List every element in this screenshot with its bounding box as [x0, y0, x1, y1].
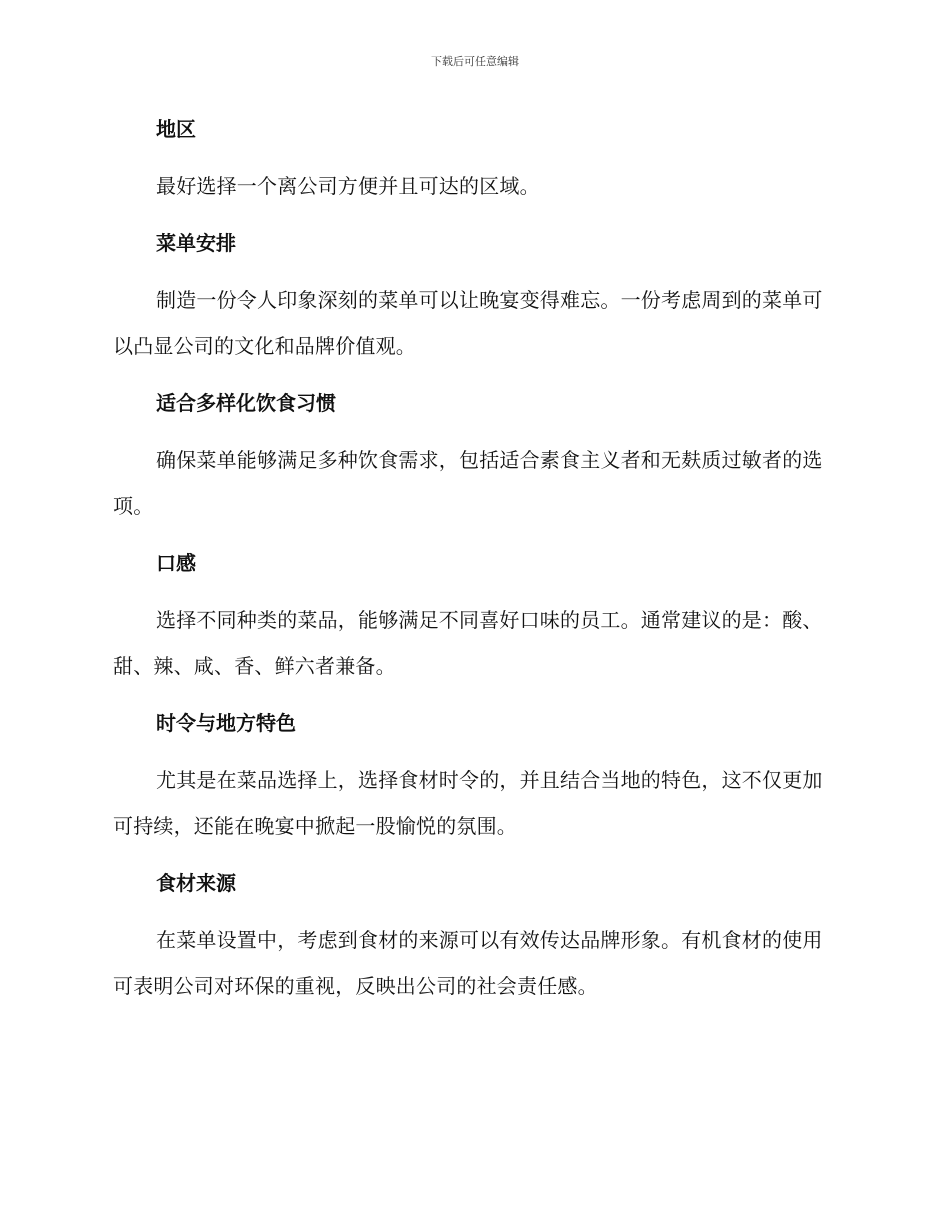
section-diverse-diets	[113, 388, 833, 529]
section-seasonal-local	[113, 708, 833, 849]
section-heading: 地区	[156, 117, 196, 141]
section-heading: 适合多样化饮食习惯	[156, 391, 336, 415]
section-body: 在菜单设置中，考虑到食材的来源可以有效传达品牌形象。有机食材的使用可表明公司对环保的重视，反映出公司的社会责任感。	[113, 928, 823, 998]
section-heading: 时令与地方特色	[156, 711, 296, 735]
section-body: 最好选择一个离公司方便并且可达的区域。	[156, 174, 540, 198]
section-body: 选择不同种类的菜品，能够满足不同喜好口味的员工。通常建议的是：酸、甜、辣、咸、香、鲜六者兼备。	[113, 608, 823, 678]
section-ingredient-sourcing	[113, 868, 833, 1009]
page-header: 下载后可任意编辑	[431, 55, 519, 68]
section-heading: 食材来源	[156, 871, 236, 895]
section-menu-arrangement	[113, 228, 833, 369]
section-region	[113, 114, 833, 209]
section-body: 确保菜单能够满足多种饮食需求，包括适合素食主义者和无麸质过敏者的选项。	[113, 448, 823, 518]
section-taste	[113, 548, 833, 689]
section-heading: 口感	[156, 551, 196, 575]
section-body: 制造一份令人印象深刻的菜单可以让晚宴变得难忘。一份考虑周到的菜单可以凸显公司的文化和品牌价值观。	[113, 288, 823, 358]
document-body	[113, 114, 833, 1028]
section-heading: 菜单安排	[156, 231, 236, 255]
section-body: 尤其是在菜品选择上，选择食材时令的，并且结合当地的特色，这不仅更加可持续，还能在晚宴中掀起一股愉悦的氛围。	[113, 768, 823, 838]
